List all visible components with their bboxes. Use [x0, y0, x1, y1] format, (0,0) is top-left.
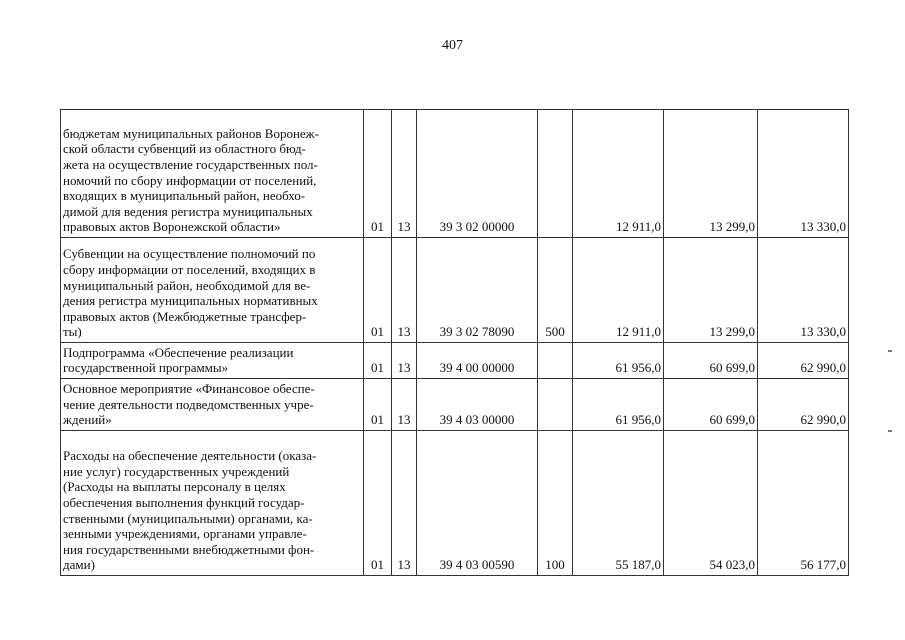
- expense-type-code: 500: [538, 238, 573, 343]
- expense-type-code: [538, 110, 573, 238]
- table-row: [61, 379, 849, 431]
- section-code: 01: [364, 431, 392, 576]
- amount-year-1: 61 956,0: [573, 343, 664, 379]
- section-code: 01: [364, 238, 392, 343]
- subsection-code: 13: [392, 238, 417, 343]
- amount-year-1: 61 956,0: [573, 379, 664, 431]
- subsection-code: 13: [392, 343, 417, 379]
- amount-year-3: 13 330,0: [758, 238, 849, 343]
- target-article-code: 39 4 03 00000: [417, 379, 538, 431]
- subsection-code: 13: [392, 379, 417, 431]
- margin-mark: [888, 350, 892, 352]
- section-code: 01: [364, 110, 392, 238]
- amount-year-3: 13 330,0: [758, 110, 849, 238]
- amount-year-1: 12 911,0: [573, 110, 664, 238]
- target-article-code: 39 3 02 00000: [417, 110, 538, 238]
- expense-type-code: [538, 343, 573, 379]
- amount-year-1: 12 911,0: [573, 238, 664, 343]
- row-description: Расходы на обеспечение деятельности (оказа- ние услуг) государственных учреждений (Расходы на выплаты персоналу в целях обеспечения выполнения функций государ- ственными (муниципальными) органами, ка- зенными учреждениями, органами управле- ния государственными внебюджетными фон- дами): [61, 431, 364, 576]
- row-description: Основное мероприятие «Финансовое обеспе- чение деятельности подведомственных учре- ждений»: [61, 379, 364, 431]
- amount-year-3: 62 990,0: [758, 343, 849, 379]
- table-row: [61, 238, 849, 343]
- budget-table: [60, 109, 849, 576]
- amount-year-3: 56 177,0: [758, 431, 849, 576]
- table-row: [61, 110, 849, 238]
- row-description: Подпрограмма «Обеспечение реализации государственной программы»: [61, 343, 364, 379]
- expense-type-code: [538, 379, 573, 431]
- target-article-code: 39 4 03 00590: [417, 431, 538, 576]
- table-row: [61, 343, 849, 379]
- page-number: 407: [442, 38, 463, 53]
- section-code: 01: [364, 379, 392, 431]
- amount-year-2: 60 699,0: [664, 343, 758, 379]
- target-article-code: 39 4 00 00000: [417, 343, 538, 379]
- amount-year-2: 54 023,0: [664, 431, 758, 576]
- expense-type-code: 100: [538, 431, 573, 576]
- subsection-code: 13: [392, 431, 417, 576]
- margin-mark: [888, 430, 892, 432]
- subsection-code: 13: [392, 110, 417, 238]
- amount-year-3: 62 990,0: [758, 379, 849, 431]
- section-code: 01: [364, 343, 392, 379]
- amount-year-2: 13 299,0: [664, 238, 758, 343]
- amount-year-2: 13 299,0: [664, 110, 758, 238]
- table-row: [61, 431, 849, 576]
- amount-year-2: 60 699,0: [664, 379, 758, 431]
- row-description: Субвенции на осуществление полномочий по сбору информации от поселений, входящих в муниципальный район, необходимой для ве- дения регистра муниципальных нормативных правовых актов (Межбюджетные трансфер- ты): [61, 238, 364, 343]
- row-description: бюджетам муниципальных районов Воронеж- ской области субвенций из областного бюд- жета на осуществление государственных пол- номочий по сбору информации от поселений, входящих в муниципальный район, необхо- димой для ведения регистра муниципальных правовых актов Воронежской области»: [61, 110, 364, 238]
- target-article-code: 39 3 02 78090: [417, 238, 538, 343]
- amount-year-1: 55 187,0: [573, 431, 664, 576]
